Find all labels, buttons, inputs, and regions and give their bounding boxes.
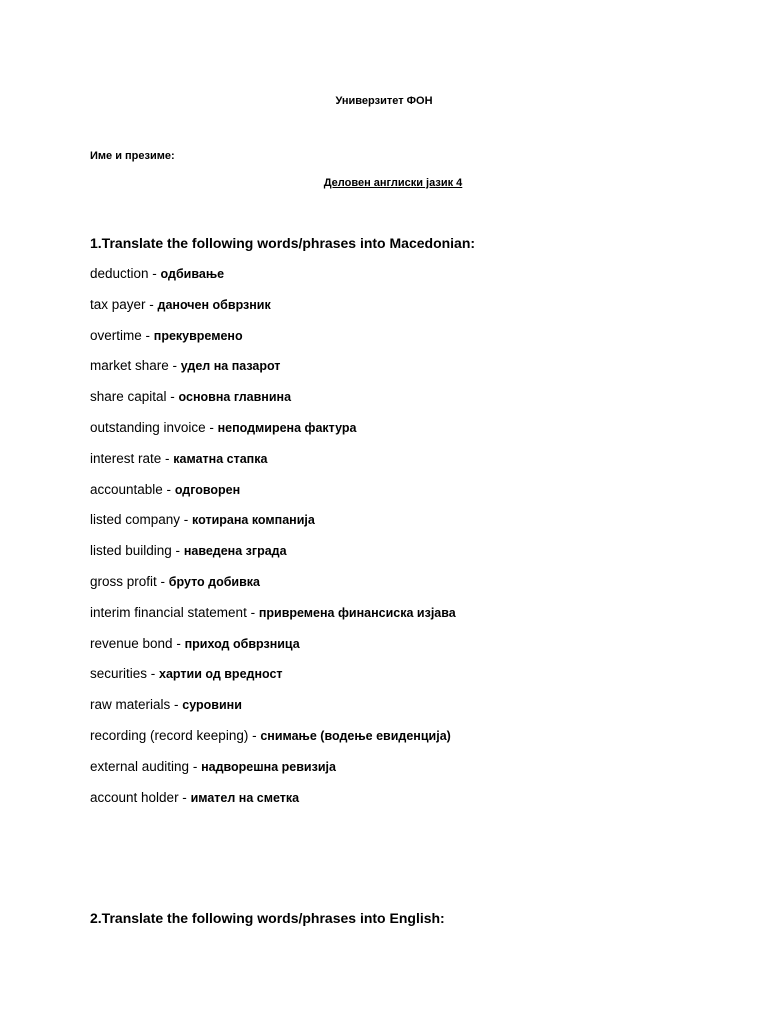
vocab-item [90, 326, 456, 357]
vocab-item [90, 572, 456, 603]
vocab-item [90, 726, 456, 757]
vocab-term: interim financial statement - [90, 604, 259, 620]
vocab-translation: привремена финансиска изјава [258, 605, 456, 620]
vocab-translation: котирана компанија [192, 513, 315, 528]
vocab-term: accountable - [90, 481, 175, 497]
section-1-heading: 1.Translate the following words/phrases into Macedonian: [90, 235, 476, 251]
vocab-item [90, 634, 456, 665]
vocab-translation: бруто добивка [168, 574, 261, 589]
vocab-term: interest rate - [90, 450, 174, 466]
vocab-item [90, 757, 456, 788]
vocab-translation: имател на сметка [190, 790, 300, 805]
vocab-translation: каматна стапка [173, 451, 268, 466]
vocab-translation: хартии од вредност [159, 667, 283, 682]
vocab-term: account holder - [90, 789, 191, 805]
vocab-translation: неподмирена фактура [217, 420, 357, 435]
vocab-item [90, 664, 456, 695]
vocab-term: listed company - [90, 512, 193, 528]
vocab-item [90, 541, 456, 572]
vocab-item [90, 387, 456, 418]
vocab-term: external auditing - [90, 758, 202, 774]
vocab-term: share capital - [90, 389, 179, 405]
vocab-term: market share - [90, 358, 181, 374]
vocab-term: overtime - [90, 327, 154, 343]
vocab-translation: прекувремено [153, 328, 243, 343]
vocab-item [90, 418, 456, 449]
vocab-translation: удел на пазарот [180, 359, 281, 374]
vocab-item [90, 788, 456, 819]
vocab-translation: приход обврзница [184, 636, 300, 651]
vocab-item [90, 695, 456, 726]
vocab-term: raw materials - [90, 697, 183, 713]
vocab-term: revenue bond - [90, 635, 185, 651]
vocabulary-list [90, 264, 456, 818]
vocab-term: securities - [90, 666, 160, 682]
vocab-term: deduction - [90, 266, 161, 281]
vocab-item [90, 510, 456, 541]
name-field-label: Име и презиме: [90, 150, 175, 162]
vocab-item [90, 356, 456, 387]
vocab-translation: суровини [182, 698, 242, 713]
vocab-term: gross profit - [90, 573, 169, 589]
vocab-translation: надворешна ревизија [201, 759, 336, 774]
section-2-heading: 2.Translate the following words/phrases into English: [90, 910, 445, 926]
vocab-translation: одбивање [160, 267, 225, 281]
vocab-item [90, 295, 456, 326]
vocab-item [90, 603, 456, 634]
vocab-translation: снимање (водење евиденција) [260, 728, 451, 743]
vocab-term: outstanding invoice - [90, 419, 218, 435]
vocab-item [90, 480, 456, 511]
vocab-item [90, 264, 456, 295]
university-title: Универзитет ФОН [335, 95, 433, 107]
course-title: Деловен англиски јазик 4 [323, 177, 463, 189]
vocab-translation: наведена зграда [183, 544, 287, 559]
vocab-term: recording (record keeping) - [90, 727, 261, 743]
vocab-translation: одговорен [174, 482, 241, 497]
vocab-translation: даночен обврзник [157, 297, 271, 312]
vocab-translation: основна главнина [178, 390, 292, 405]
vocab-term: listed building - [90, 543, 184, 559]
vocab-item [90, 449, 456, 480]
vocab-term: tax payer - [90, 296, 158, 312]
